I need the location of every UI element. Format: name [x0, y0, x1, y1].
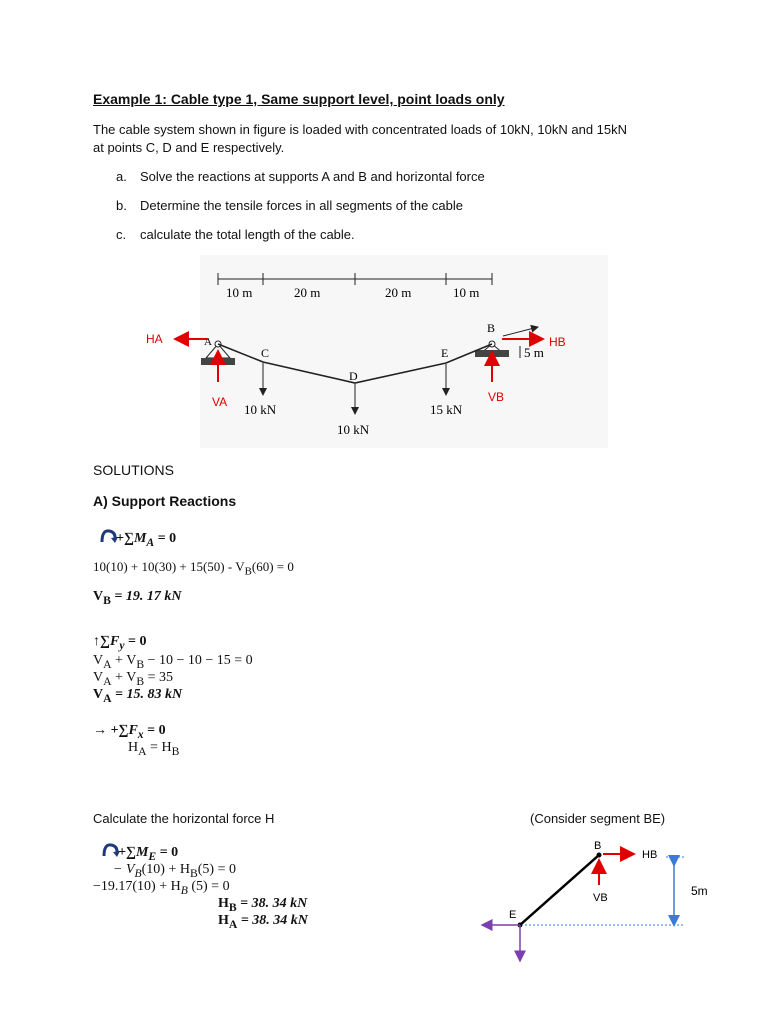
fy-equation-2: $V_A + V_B = 35$ [93, 670, 173, 688]
point-e-label: E [441, 346, 449, 360]
intro-line-2: at points C, D and E respectively. [93, 140, 285, 155]
vb-result: $V_B = 19$. 17 kN [93, 589, 182, 607]
moment-e-equation-2: $-19.17(10) + H_B$ (5) = 0 [93, 879, 230, 897]
segment-vb-label: VB [593, 892, 608, 904]
point-a-label: A [204, 336, 212, 348]
load-c-label: 10 kN [244, 402, 277, 417]
sag-label: 5 m [524, 345, 544, 360]
solutions-heading: SOLUTIONS [93, 462, 174, 478]
page-title: Example 1: Cable type 1, Same support level, point loads only [93, 91, 505, 107]
span-label-3: 20 m [385, 285, 412, 300]
fy-equation-1: $V_A + V_B - 10 - 10 - 15 = 0$ [93, 653, 253, 671]
moment-e-equation-1: − $V_B(10) + H_B(5) = 0$ [113, 862, 236, 880]
hb-result: $H_B = 38$. 34 kN [218, 896, 308, 914]
span-label-4: 10 m [453, 285, 480, 300]
segment-b-label: B [594, 840, 602, 852]
span-label-1: 10 m [226, 285, 253, 300]
segment-be-line [520, 855, 599, 925]
task-a-marker: a. [116, 169, 127, 184]
segment-hb-label: HB [642, 849, 658, 861]
ha-result: $H_A = 38$. 34 kN [218, 913, 308, 931]
va-label: VA [212, 395, 228, 409]
span-label-2: 20 m [294, 285, 321, 300]
segment-e-label: E [509, 909, 517, 921]
sum-fy: $↑\sum F_y = 0$ [93, 634, 147, 652]
consider-segment-note: (Consider segment BE) [530, 811, 666, 826]
ha-label: HA [146, 332, 163, 346]
sum-fx: → $+\sum F_x = 0$ [93, 723, 166, 741]
va-result: $V_A = 15$. 83 kN [93, 687, 183, 705]
hb-label: HB [549, 335, 566, 349]
cable-diagram [0, 0, 768, 460]
point-b-label: B [487, 321, 496, 335]
task-c-text: calculate the total length of the cable. [140, 227, 355, 242]
point-d-label: D [349, 369, 358, 383]
load-d-label: 10 kN [337, 422, 370, 437]
task-a-text: Solve the reactions at supports A and B and horizontal force [140, 169, 485, 184]
sum-moments-e: $+\sum M_E = 0$ [118, 845, 179, 863]
moment-a-equation: $10(10) + 10(30) + 15(50) - V_B(60) = 0$ [93, 559, 294, 578]
task-b-marker: b. [116, 198, 127, 213]
task-b-text: Determine the tensile forces in all segments of the cable [140, 198, 464, 213]
segment-be-diagram [470, 835, 730, 970]
fx-equation: $H_A = H_B$ [128, 740, 180, 758]
calc-h-heading: Calculate the horizontal force H [93, 811, 275, 826]
point-c-label: C [261, 346, 270, 360]
intro-line-1: The cable system shown in figure is loaded with concentrated loads of 10kN, 10kN and 15kN [93, 122, 628, 137]
load-e-label: 15 kN [430, 402, 463, 417]
segment-height-label: 5m [691, 884, 708, 898]
section-a-heading: A) Support Reactions [93, 493, 237, 509]
vb-label: VB [488, 390, 505, 404]
sum-moments-a: $+\sum M_A = 0$ [116, 531, 177, 549]
task-c-marker: c. [116, 227, 127, 242]
